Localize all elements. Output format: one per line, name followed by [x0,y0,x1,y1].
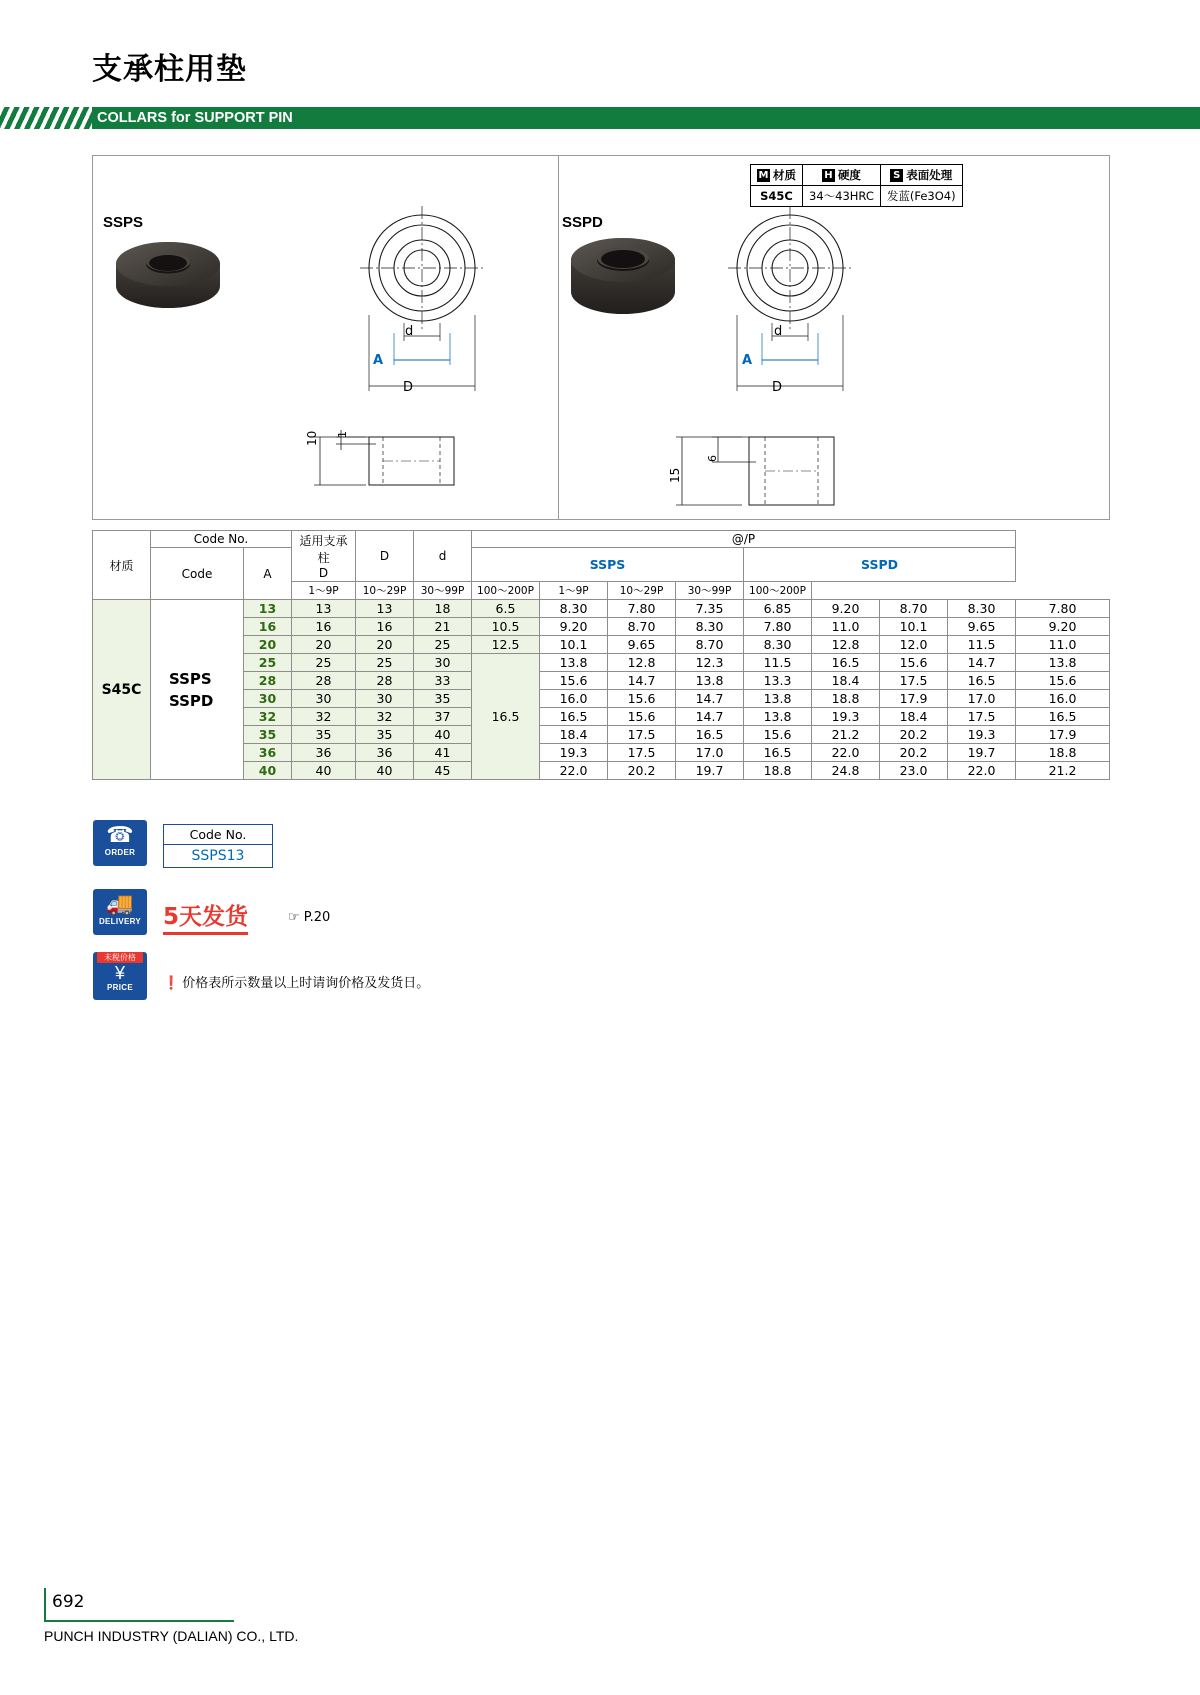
cell-price-ssps-2: 15.6 [608,708,676,726]
cell-price-sspd-1: 22.0 [812,744,880,762]
hardness-header-cell: H 硬度 [803,165,881,186]
order-code-label: Code No. [164,825,272,845]
truck-icon: 🚚 [106,891,134,916]
sspd-dim-height: 15 [668,467,682,483]
cell-price-sspd-2: 12.0 [880,636,948,654]
cell-price-ssps-4: 13.8 [744,708,812,726]
cell-price-sspd-1: 21.2 [812,726,880,744]
cell-price-ssps-2: 20.2 [608,762,676,780]
cell-price-ssps-3: 7.35 [676,600,744,618]
ssps-top-view-drawing [350,205,540,415]
cell-support-pin-d: 30 [356,690,414,708]
cell-price-ssps-3: 8.70 [676,636,744,654]
header-support-pin: 适用支承柱 D [292,531,356,582]
cell-price-ssps-2: 12.8 [608,654,676,672]
header-ssps-tier-3: 30〜99P [414,582,472,600]
cell-support-pin-d: 32 [356,708,414,726]
specification-table [92,530,1110,780]
cell-d-big: 33 [414,672,472,690]
cell-support-pin-d: 20 [356,636,414,654]
section-header-bar [0,107,1200,129]
h-badge-icon: H [822,169,835,182]
cell-a: 32 [292,708,356,726]
cell-price-ssps-1: 16.5 [540,708,608,726]
table-row [751,186,963,207]
cell-code: 40 [244,762,292,780]
table-row [93,600,1110,618]
m-badge-icon: M [758,170,769,181]
header-a: A [244,548,292,600]
ssps-dim-step: 1 [336,431,349,438]
header-sspd-tier-1: 1〜9P [540,582,608,600]
footer-rule [44,1620,234,1622]
ssps-dim-height: 10 [305,430,319,446]
footer-rule-vertical [44,1588,46,1622]
cell-d-small: 12.5 [472,636,540,654]
cell-d-big: 45 [414,762,472,780]
cell-price-ssps-3: 16.5 [676,726,744,744]
cell-price-sspd-2: 23.0 [880,762,948,780]
sspd-product-photo [565,234,685,320]
header-sspd-tier-3: 30〜99P [676,582,744,600]
header-ssps-tier-2: 10〜29P [356,582,414,600]
cell-price-ssps-3: 13.8 [676,672,744,690]
sspd-dim-d-small: d [774,324,783,339]
cell-material: S45C [93,600,151,780]
cell-a: 16 [292,618,356,636]
cell-d-big: 30 [414,654,472,672]
price-icon: 未税价格 ¥ PRICE [93,952,147,1000]
cell-support-pin-d: 36 [356,744,414,762]
sspd-dim-step: 6 [706,455,719,462]
header-code-no: Code No. [151,531,292,548]
cell-price-ssps-2: 14.7 [608,672,676,690]
phone-icon: ☎ [106,822,134,847]
cell-price-sspd-3: 16.5 [948,672,1016,690]
cell-d-small: 6.5 [472,600,540,618]
cell-price-sspd-3: 19.7 [948,744,1016,762]
cell-price-ssps-2: 7.80 [608,600,676,618]
pointing-hand-icon: ☞ [288,910,300,925]
cell-price-ssps-3: 8.30 [676,618,744,636]
order-code-value[interactable]: SSPS13 [191,848,245,864]
table-row [93,762,1110,780]
cell-support-pin-d: 40 [356,762,414,780]
cell-price-sspd-4: 16.5 [1016,708,1110,726]
cell-price-sspd-2: 20.2 [880,744,948,762]
cell-a: 36 [292,744,356,762]
sspd-dim-a: A [742,353,753,368]
cell-price-ssps-3: 19.7 [676,762,744,780]
delivery-icon: 🚚 DELIVERY [93,889,147,935]
figure-divider [558,156,559,519]
cell-code: 16 [244,618,292,636]
cell-support-pin-d: 16 [356,618,414,636]
cell-d-big: 37 [414,708,472,726]
cell-price-ssps-3: 14.7 [676,690,744,708]
cell-price-ssps-1: 18.4 [540,726,608,744]
cell-a: 28 [292,672,356,690]
cell-price-sspd-4: 11.0 [1016,636,1110,654]
cell-price-sspd-4: 13.8 [1016,654,1110,672]
cell-price-ssps-3: 14.7 [676,708,744,726]
cell-code: 20 [244,636,292,654]
header-ssps-price: SSPS [472,548,744,582]
cell-support-pin-d: 13 [356,600,414,618]
ssps-product-photo [110,238,230,316]
cell-price-sspd-3: 17.0 [948,690,1016,708]
cell-price-ssps-1: 22.0 [540,762,608,780]
cell-support-pin-d: 25 [356,654,414,672]
cell-d-big: 18 [414,600,472,618]
cell-price-ssps-2: 15.6 [608,690,676,708]
cell-price-sspd-2: 15.6 [880,654,948,672]
header-sspd-tier-4: 100〜200P [744,582,812,600]
cell-price-sspd-3: 17.5 [948,708,1016,726]
material-header-cell: M 材质 [751,165,803,186]
cell-price-sspd-4: 21.2 [1016,762,1110,780]
table-row [93,744,1110,762]
cell-price-sspd-1: 12.8 [812,636,880,654]
cell-price-sspd-2: 20.2 [880,726,948,744]
cell-d-big: 25 [414,636,472,654]
cell-price-sspd-3: 14.7 [948,654,1016,672]
cell-d-small: 10.5 [472,618,540,636]
cell-price-sspd-1: 24.8 [812,762,880,780]
header-sspd-tier-2: 10〜29P [608,582,676,600]
cell-price-sspd-1: 18.8 [812,690,880,708]
table-header-row [93,531,1110,548]
cell-price-ssps-2: 17.5 [608,726,676,744]
cell-price-sspd-4: 17.9 [1016,726,1110,744]
cell-price-ssps-4: 8.30 [744,636,812,654]
cell-d-big: 35 [414,690,472,708]
figure-label-sspd: SSPD [562,214,603,231]
cell-a: 25 [292,654,356,672]
cell-price-ssps-2: 8.70 [608,618,676,636]
order-code-box [163,824,273,868]
cell-a: 30 [292,690,356,708]
cell-price-sspd-2: 17.5 [880,672,948,690]
series-name: SSPS [169,669,212,688]
cell-series [151,600,244,780]
cell-price-sspd-4: 7.80 [1016,600,1110,618]
cell-price-sspd-1: 16.5 [812,654,880,672]
ssps-dim-a: A [373,353,384,368]
cell-price-ssps-4: 13.8 [744,690,812,708]
header-sspd-price: SSPD [744,548,1016,582]
cell-price-ssps-4: 11.5 [744,654,812,672]
cell-a: 35 [292,726,356,744]
delivery-text: 5天发货 [163,898,248,935]
page-number: 692 [52,1592,85,1612]
cell-price-ssps-1: 8.30 [540,600,608,618]
cell-price-sspd-1: 9.20 [812,600,880,618]
company-name: PUNCH INDUSTRY (DALIAN) CO., LTD. [44,1628,299,1644]
ssps-side-view-drawing [300,420,490,515]
cell-price-ssps-1: 15.6 [540,672,608,690]
cell-price-sspd-2: 8.70 [880,600,948,618]
table-row [93,618,1110,636]
cell-price-ssps-4: 13.3 [744,672,812,690]
cell-price-sspd-2: 17.9 [880,690,948,708]
cell-support-pin-d: 28 [356,672,414,690]
figure-label-ssps: SSPS [103,214,144,231]
ssps-dim-d-small: d [405,324,414,339]
cell-price-sspd-3: 22.0 [948,762,1016,780]
header-price-group: @/P [472,531,1016,548]
cell-price-sspd-1: 18.4 [812,672,880,690]
cell-a: 13 [292,600,356,618]
yen-icon: ¥ [114,963,125,983]
cell-price-sspd-3: 11.5 [948,636,1016,654]
table-row [93,672,1110,690]
cell-a: 20 [292,636,356,654]
cell-price-ssps-4: 7.80 [744,618,812,636]
ssps-dim-d-big: D [403,380,414,395]
cell-price-ssps-4: 15.6 [744,726,812,744]
cell-price-sspd-3: 8.30 [948,600,1016,618]
material-spec-table [750,164,963,207]
cell-code: 25 [244,654,292,672]
sspd-side-view-drawing [660,420,860,520]
cell-support-pin-d: 35 [356,726,414,744]
table-row [93,726,1110,744]
cell-price-ssps-3: 12.3 [676,654,744,672]
hardness-value: 34〜43HRC [803,186,881,207]
table-row [751,165,963,186]
table-row [93,636,1110,654]
cell-price-ssps-4: 6.85 [744,600,812,618]
header-d-small: d [414,531,472,582]
cell-code: 35 [244,726,292,744]
header-ssps-tier-1: 1〜9P [292,582,356,600]
cell-price-ssps-2: 17.5 [608,744,676,762]
header-ssps-tier-4: 100〜200P [472,582,540,600]
cell-code: 36 [244,744,292,762]
table-header-row [93,548,1110,582]
cell-price-sspd-3: 19.3 [948,726,1016,744]
cell-price-sspd-4: 15.6 [1016,672,1110,690]
cell-a: 40 [292,762,356,780]
sspd-dim-d-big: D [772,380,783,395]
cell-d-big: 21 [414,618,472,636]
page-title: 支承柱用垫 [92,52,247,87]
cell-price-sspd-4: 16.0 [1016,690,1110,708]
price-note: ❗ 价格表所示数量以上时请询价格及发货日。 [163,976,430,991]
sspd-top-view-drawing [718,205,908,415]
cell-price-ssps-1: 16.0 [540,690,608,708]
info-dot-icon: ❗ [163,976,180,991]
page-reference: ☞ P.20 [288,910,331,925]
cell-d-small: 16.5 [472,654,540,780]
cell-price-ssps-1: 19.3 [540,744,608,762]
cell-price-ssps-1: 13.8 [540,654,608,672]
cell-price-sspd-4: 9.20 [1016,618,1110,636]
series-name: SSPD [169,691,214,710]
section-header-label: COLLARS for SUPPORT PIN [97,110,293,126]
cell-price-sspd-2: 18.4 [880,708,948,726]
cell-code: 32 [244,708,292,726]
order-icon: ☎ ORDER [93,820,147,866]
header-code: Code [151,548,244,600]
cell-price-ssps-1: 9.20 [540,618,608,636]
cell-code: 28 [244,672,292,690]
table-row [93,654,1110,672]
header-d-big: D [356,531,414,582]
table-row [93,708,1110,726]
material-value: S45C [751,186,803,207]
cell-price-sspd-1: 19.3 [812,708,880,726]
cell-price-sspd-2: 10.1 [880,618,948,636]
cell-code: 13 [244,600,292,618]
cell-code: 30 [244,690,292,708]
surface-value: 发蓝(Fe3O4) [880,186,962,207]
figure-panel [92,155,1110,520]
cell-d-big: 41 [414,744,472,762]
cell-price-ssps-4: 16.5 [744,744,812,762]
cell-d-big: 40 [414,726,472,744]
cell-price-sspd-4: 18.8 [1016,744,1110,762]
cell-price-ssps-1: 10.1 [540,636,608,654]
cell-price-ssps-3: 17.0 [676,744,744,762]
cell-price-ssps-2: 9.65 [608,636,676,654]
cell-price-sspd-1: 11.0 [812,618,880,636]
cell-price-sspd-3: 9.65 [948,618,1016,636]
header-material: 材质 [93,531,151,600]
table-row [93,690,1110,708]
surface-header-cell: S 表面处理 [880,165,962,186]
cell-price-ssps-4: 18.8 [744,762,812,780]
s-badge-icon: S [890,169,903,182]
hatch-decoration [0,107,92,129]
